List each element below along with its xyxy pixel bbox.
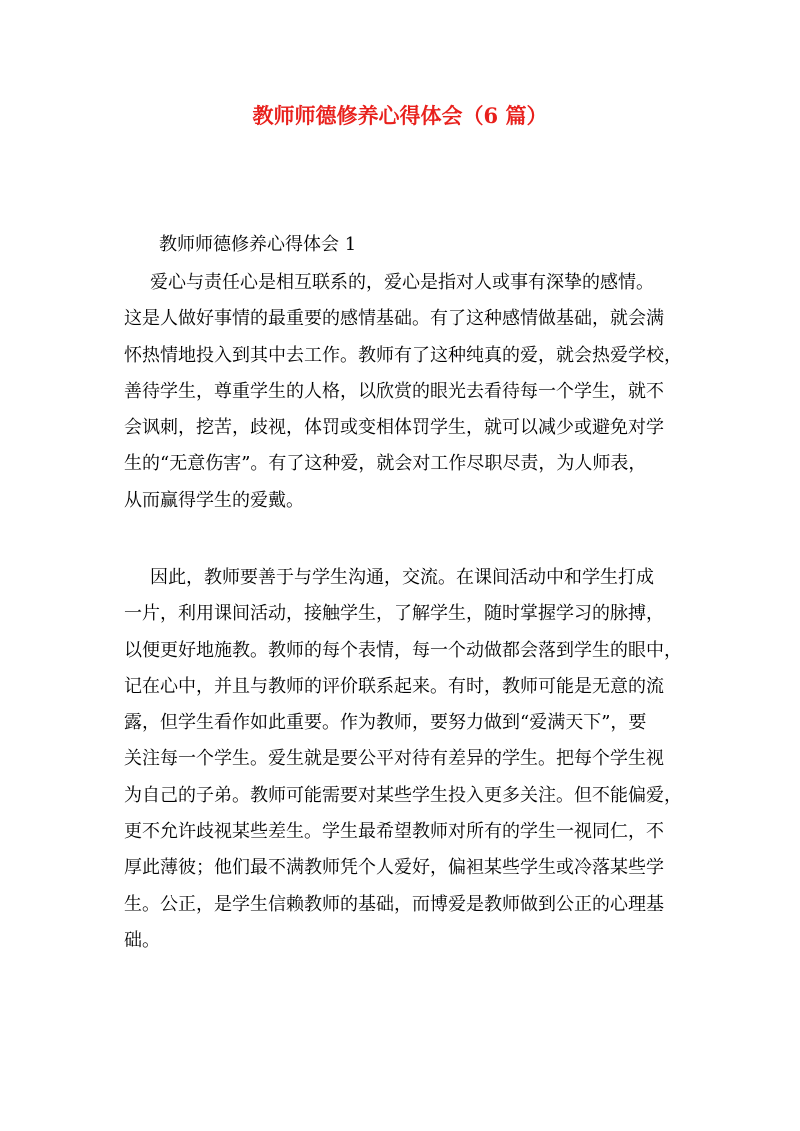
- paragraph-line: 这是人做好事情的最重要的感情基础。有了这种感情做基础，就会满: [124, 308, 664, 330]
- paragraph-line: 记在心中，并且与教师的评价联系起来。有时，教师可能是无意的流: [124, 675, 664, 697]
- paragraph-line: 一片，利用课间活动，接触学生，了解学生，随时掌握学习的脉搏，: [124, 603, 664, 625]
- paragraph-line: 为自己的子弟。教师可能需要对某些学生投入更多关注。但不能偏爱，: [124, 784, 682, 806]
- paragraph-line: 更不允许歧视某些差生。学生最希望教师对所有的学生一视同仁，不: [124, 821, 664, 843]
- paragraph-line: 从而赢得学生的爱戴。: [124, 489, 304, 511]
- paragraph-line: 善待学生，尊重学生的人格，以欣赏的眼光去看待每一个学生，就不: [124, 380, 664, 402]
- paragraph-line: 爱心与责任心是相互联系的，爱心是指对人或事有深挚的感情。: [150, 272, 654, 293]
- paragraph-line: 关注每一个学生。爱生就是要公平对待有差异的学生。把每个学生视: [124, 748, 664, 770]
- paragraph-line: 怀热情地投入到其中去工作。教师有了这种纯真的爱，就会热爱学校，: [124, 344, 682, 366]
- paragraph-1: [124, 265, 690, 519]
- paragraph-line: 生。公正，是学生信赖教师的基础，而博爱是教师做到公正的心理基: [124, 893, 664, 915]
- paragraph-line: 生的“无意伤害”。有了这种爱，就会对工作尽职尽责，为人师表，: [124, 453, 647, 475]
- paragraph-line: 础。: [124, 929, 160, 951]
- paragraph-2: [124, 560, 690, 959]
- paragraph-line: 因此，教师要善于与学生沟通，交流。在课间活动中和学生打成: [150, 567, 654, 588]
- paragraph-line: 露，但学生看作如此重要。作为教师，要努力做到“爱满天下”，要: [124, 712, 647, 734]
- paragraph-line: 厚此薄彼；他们最不满教师凭个人爱好，偏袒某些学生或冷落某些学: [124, 857, 664, 879]
- section-heading: 教师师德修养心得体会 1: [159, 234, 357, 255]
- paragraph-line: 以便更好地施教。教师的每个表情，每一个动做都会落到学生的眼中，: [124, 639, 682, 661]
- document-title: 教师师德修养心得体会（6 篇）: [252, 103, 548, 128]
- paragraph-line: 会讽刺，挖苦，歧视，体罚或变相体罚学生，就可以减少或避免对学: [124, 417, 664, 439]
